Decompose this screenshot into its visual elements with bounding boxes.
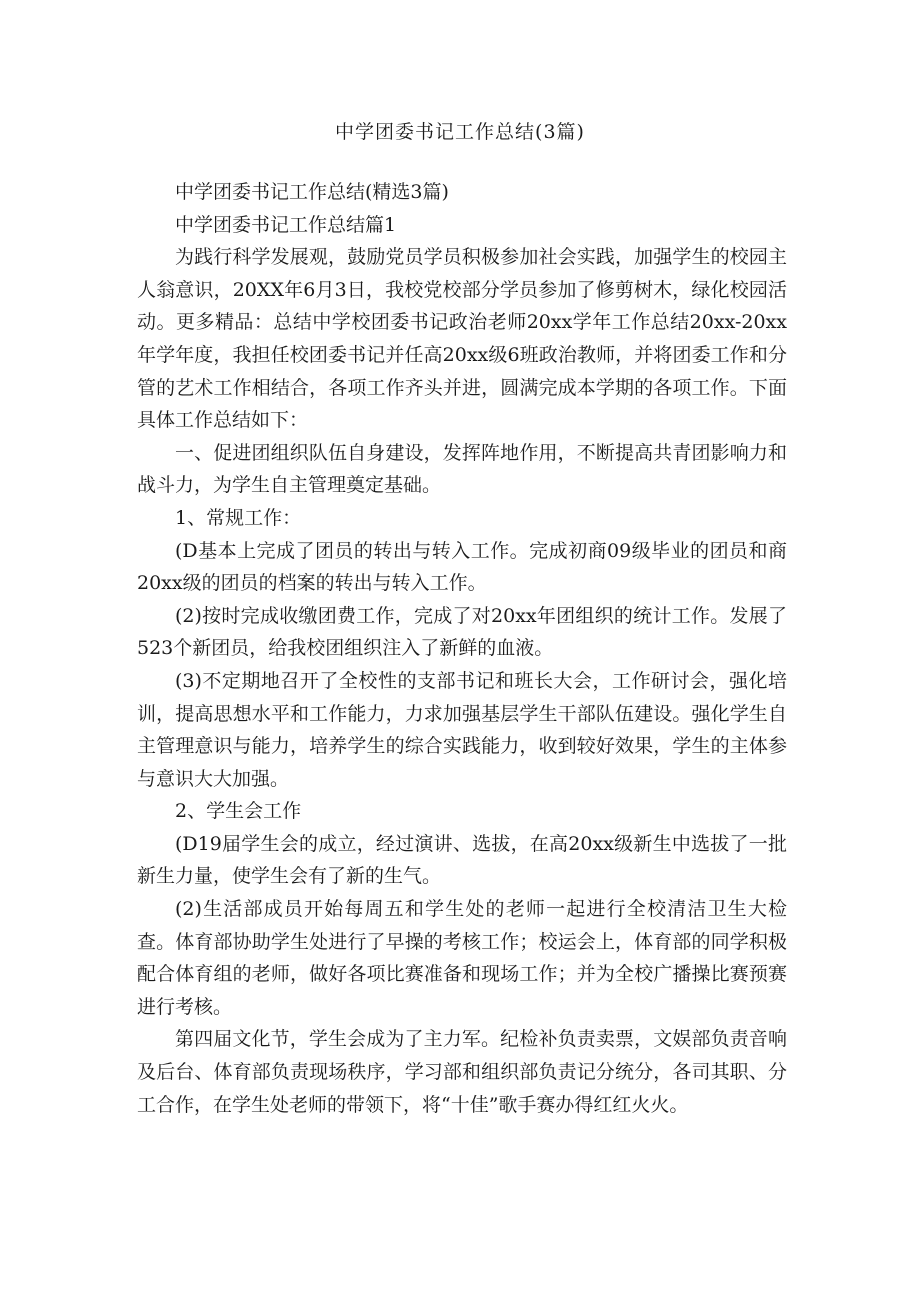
paragraph-item: (2)生活部成员开始每周五和学生处的老师一起进行全校清洁卫生大检查。体育部协助学生处进行了早操的考核工作；校运会上，体育部的同学积极配合体育组的老师，做好各项比赛准备和现场工作；并为全校广播操比赛预赛进行考核。 — [137, 898, 787, 1018]
paragraph-section-heading: 中学团委书记工作总结篇1 — [175, 213, 397, 236]
paragraph-item: (2)按时完成收缴团费工作，完成了对20xx年团组织的统计工作。发展了523个新团员，给我校团组织注入了新鲜的血液。 — [137, 604, 787, 660]
paragraph-item: (D19届学生会的成立，经过演讲、选拔，在高20xx级新生中选拔了一批新生力量，使学生会有了新的生气。 — [137, 832, 787, 888]
paragraph-intro: 为践行科学发展观，鼓励党员学员积极参加社会实践，加强学生的校园主人翁意识，20XX年6月3日，我校党校部分学员参加了修剪树木，绿化校园活动。更多精品：总结中学校团委书记政治老师20xx学年工作总结20xx-20xx年学年度，我担任校团委书记并任高20xx级6班政治教师，并将团委工作和分管的艺术工作相结合，各项工作齐头并进，圆满完成本学期的各项工作。下面具体工作总结如下： — [137, 246, 787, 432]
document-body — [137, 176, 787, 1121]
paragraph-item: (3)不定期地召开了全校性的支部书记和班长大会，工作研讨会，强化培训，提高思想水平和工作能力，力求加强基层学生干部队伍建设。强化学生自主管理意识与能力，培养学生的综合实践能力，收到较好效果，学生的主体参与意识大大加强。 — [137, 669, 787, 790]
paragraph-culture-festival: 第四届文化节，学生会成为了主力军。纪检补负责卖票，文娱部负责音响及后台、体育部负责现场秩序，学习部和组织部负责记分统分，各司其职、分工合作，在学生处老师的带领下，将“十佳”歌手赛办得红红火火。 — [137, 1028, 787, 1116]
paragraph-student-union: 2、学生会工作 — [175, 800, 302, 823]
paragraph-subtitle: 中学团委书记工作总结(精选3篇) — [175, 181, 449, 203]
paragraph-item: (D基本上完成了团员的转出与转入工作。完成初商09级毕业的团员和商20xx级的团员的档案的转出与转入工作。 — [137, 539, 787, 595]
paragraph-heading-one: 一、促进团组织队伍自身建设，发挥阵地作用，不断提高共青团影响力和战斗力，为学生自主管理奠定基础。 — [137, 441, 787, 497]
document-title: 中学团委书记工作总结(3篇) — [335, 121, 585, 143]
paragraph-routine-work: 1、常规工作： — [175, 506, 302, 529]
